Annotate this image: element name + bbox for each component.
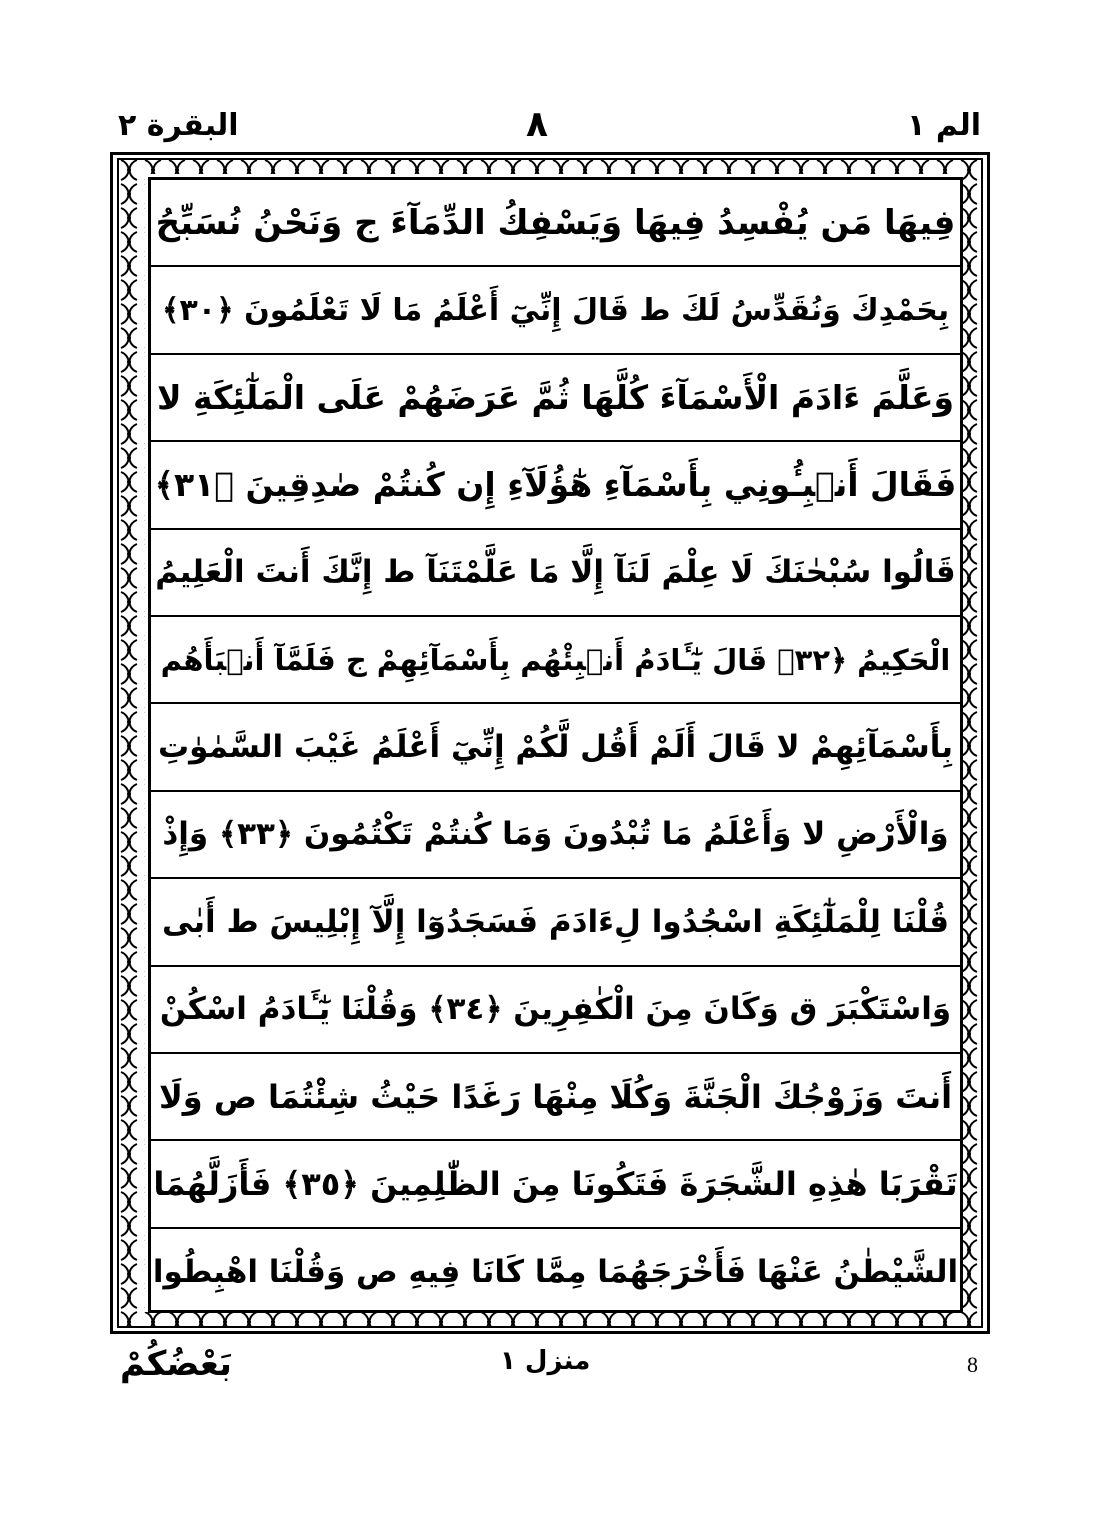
text-line: فَقَالَ أَنۢبِـُٔونِي بِأَسْمَآءِ هٰٓؤُلَآءِ إِن كُنتُمْ صٰدِقِينَ ﴿٣١﴾: [151, 442, 960, 529]
manzil-label: منزل ١: [500, 1346, 591, 1376]
text-line: وَاسْتَكْبَرَ ق وَكَانَ مِنَ الْكٰفِرِينَ ﴿٣٤﴾ وَقُلْنَا يٰٓـَٔادَمُ اسْكُنْ: [151, 967, 960, 1054]
surah-label: البقرة ٢: [118, 108, 239, 143]
text-line: قُلْنَا لِلْمَلٰٓئِكَةِ اسْجُدُوا لِءَادَمَ فَسَجَدُوٓا إِلَّآ إِبْلِيسَ ط أَبٰى: [151, 879, 960, 966]
page-number: 8: [967, 1352, 978, 1377]
text-frame: [148, 177, 963, 1313]
text-line: فِيهَا مَن يُفْسِدُ فِيهَا وَيَسْفِكُ الدِّمَآءَ ج وَنَحْنُ نُسَبِّحُ: [151, 180, 960, 267]
juz-label: الم ١: [907, 108, 981, 143]
text-line: أَنتَ وَزَوْجُكَ الْجَنَّةَ وَكُلَا مِنْهَا رَغَدًا حَيْثُ شِئْتُمَا ص وَلَا: [151, 1054, 960, 1141]
page-number-arabic: ٨: [526, 104, 548, 145]
text-line: قَالُوا سُبْحٰنَكَ لَا عِلْمَ لَنَآ إِلَّا مَا عَلَّمْتَنَآ ط إِنَّكَ أَنتَ الْعَلِيمُ: [151, 530, 960, 617]
text-line: بِحَمْدِكَ وَنُقَدِّسُ لَكَ ط قَالَ إِنِّيٓ أَعْلَمُ مَا لَا تَعْلَمُونَ ﴿٣٠﴾: [151, 267, 960, 354]
text-line: وَالْأَرْضِ لا وَأَعْلَمُ مَا تُبْدُونَ وَمَا كُنتُمْ تَكْتُمُونَ ﴿٣٣﴾ وَإِذْ: [151, 792, 960, 879]
page-header: [0, 104, 1097, 154]
text-line: تَقْرَبَا هٰذِهِ الشَّجَرَةَ فَتَكُونَا مِنَ الظّٰلِمِينَ ﴿٣٥﴾ فَأَزَلَّهُمَا: [151, 1141, 960, 1228]
catchword: بَعْضُكُمْ: [120, 1344, 232, 1384]
text-line: وَعَلَّمَ ءَادَمَ الْأَسْمَآءَ كُلَّهَا ثُمَّ عَرَضَهُمْ عَلَى الْمَلٰٓئِكَةِ لا: [151, 355, 960, 442]
text-line: الشَّيْطٰنُ عَنْهَا فَأَخْرَجَهُمَا مِمَّا كَانَا فِيهِ ص وَقُلْنَا اهْبِطُوا: [152, 1254, 959, 1291]
text-line: الْحَكِيمُ ﴿٣٢﴾ قَالَ يٰٓـَٔادَمُ أَنۢبِئْهُم بِأَسْمَآئِهِمْ ج فَلَمَّآ أَنۢبَأَهُم: [151, 617, 960, 704]
text-line: بِأَسْمَآئِهِمْ لا قَالَ أَلَمْ أَقُل لَّكُمْ إِنِّيٓ أَعْلَمُ غَيْبَ السَّمٰوٰتِ: [151, 704, 960, 791]
